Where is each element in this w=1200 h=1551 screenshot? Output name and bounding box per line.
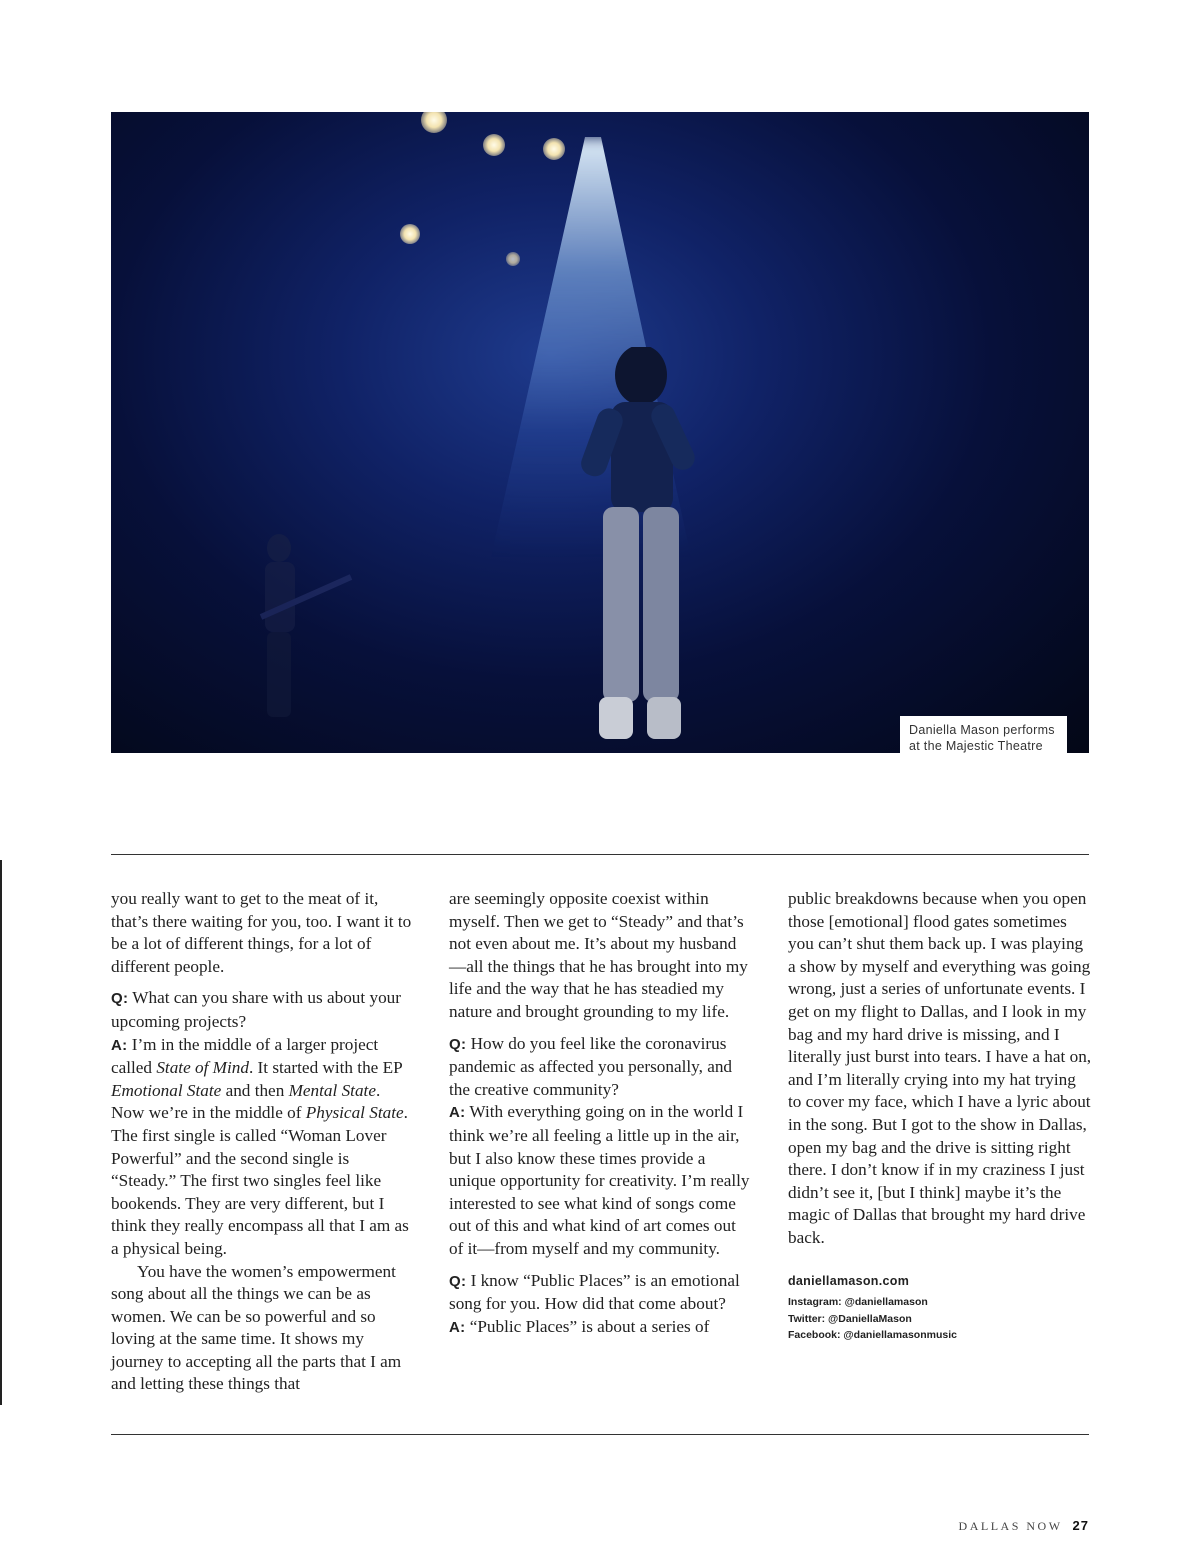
article-column-3 [788,888,1092,1344]
stage-light [506,252,520,266]
question-answer-block [111,987,415,1260]
question-text: I know “Public Places” is an emotional song for you. How did that come about? [449,1270,740,1314]
article-column-1 [111,888,415,1396]
stage-light [483,134,505,156]
title-state-of-mind: State of Mind [156,1058,249,1078]
answer-text: and then [221,1080,289,1100]
question-label: Q: [449,1272,467,1290]
bottom-divider [111,1434,1089,1435]
caption-line-2: at the Majestic Theatre [909,739,1043,753]
answer-text: . The first single is called “Woman Lover Powerful” and the second single is “Steady.” The first two singles feel like bookends. They are very different, but I think they really encompass all that I am as a physical being. [111,1103,409,1258]
photo-caption [900,716,1067,753]
answer-text: I’m in the middle of a larger project called [111,1034,379,1078]
answer-text: . It started with the EP [248,1058,403,1078]
paragraph: You have the women’s empowerment song about all the things we can be as women. We can be so powerful and so loving at the same time. It shows my journey to accepting all the parts that I am and letting these things that [111,1261,402,1394]
magazine-name: DALLAS NOW [958,1519,1063,1533]
answer-label: A: [449,1104,466,1122]
title-emotional-state: Emotional State [111,1080,222,1100]
guitarist-figure [241,532,381,722]
top-divider [111,854,1089,855]
article-column-2 [449,888,753,1339]
facebook-handle[interactable]: Facebook: @daniellamasonmusic [788,1329,957,1342]
question-text: What can you share with us about your upcoming projects? [111,988,401,1031]
question-text: How do you feel like the coronavirus pandemic as affected you personally, and the creative community? [449,1033,733,1099]
paragraph: you really want to get to the meat of it, that’s there waiting for you, too. I want it to be a lot of different things, for a lot of different people. [111,889,412,976]
page-footer [959,1518,1089,1534]
question-label: Q: [111,990,129,1008]
page-edge-mark [0,860,2,1405]
social-links [788,1294,1092,1344]
page-number: 27 [1072,1518,1089,1533]
concert-photo [111,112,1089,753]
caption-line-1: Daniella Mason performs [909,723,1055,737]
answer-label: A: [111,1036,128,1054]
question-answer-block [449,1033,753,1261]
question-label: Q: [449,1035,467,1053]
stage-light [543,138,565,160]
performer-figure [551,347,741,753]
answer-text: With everything going on in the world I think we’re all feeling a little up in the air, but I also know these times provide a unique opportunity for creativity. I’m really interested to see what kind of songs come out of this and what kind of art comes out of it—from myself and my community. [449,1102,750,1258]
instagram-handle[interactable]: Instagram: @daniellamason [788,1296,928,1309]
question-answer-block [449,1270,753,1340]
website-link[interactable]: daniellamason.com [788,1273,910,1288]
paragraph: public breakdowns because when you open those [emotional] flood gates sometimes you can’t shut them back up. I was playing a show by myself and everything was going wrong, just a series of unfortunate events. I get on my flight to Dallas, and I look in my bag and my hard drive is missing, and I literally just burst into tears. I have a hat on, and I’m literally crying into my hat trying to cover my face, which I have a lyric about in the song. But I got to the show in Dallas, open my bag and the drive is sitting right there. I don’t know if in my craziness I just didn’t see it, [but I think] maybe it’s the magic of Dallas that brought my hard drive back. [788,889,1092,1247]
stage-light [400,224,420,244]
title-mental-state: Mental State [288,1080,376,1100]
twitter-handle[interactable]: Twitter: @DaniellaMason [788,1312,912,1325]
answer-text: “Public Places” is about a series of [465,1316,710,1336]
paragraph: are seemingly opposite coexist within myself. Then we get to “Steady” and that’s not even about me. It’s about my husband—all the things that he has brought into my life and the way that he has steadied my nature and brought grounding to my life. [449,889,748,1021]
answer-label: A: [449,1318,466,1336]
answer-text: . Now we’re in the middle of [111,1080,381,1123]
stage-light [421,112,447,133]
title-physical-state: Physical State [305,1103,404,1123]
